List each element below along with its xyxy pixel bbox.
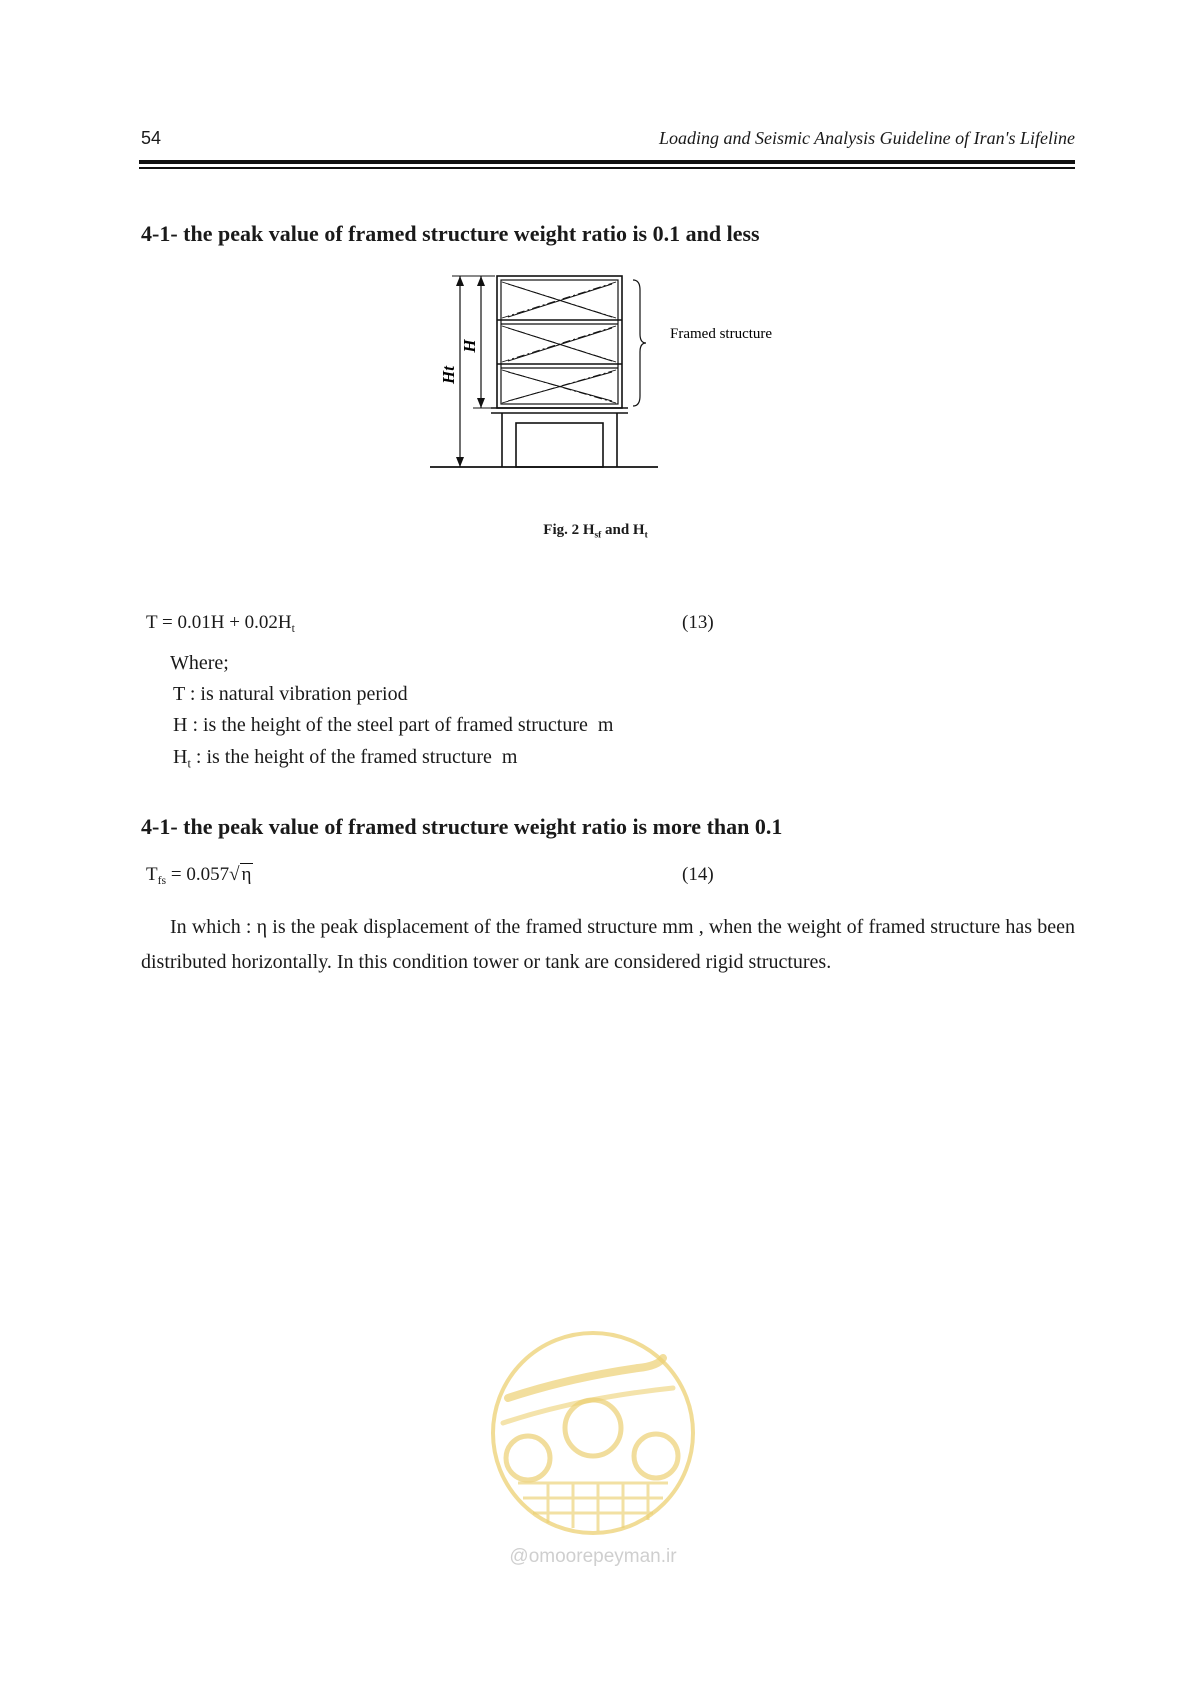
equation-13-number: (13) (682, 612, 714, 633)
framed-structure-annotation: Framed structure (670, 326, 773, 342)
dimension-label-h: H (460, 339, 479, 353)
header-rule-thin (139, 167, 1075, 169)
dimension-label-ht: Ht (439, 366, 458, 384)
equation-13: $T = 0.01H + 0.02H_t$ (146, 612, 295, 636)
watermark-text: @omoorepeyman.ir (509, 1546, 677, 1567)
where-definition-h: H : is the height of the steel part of framed structure m (173, 714, 614, 736)
section-heading-2: 4-1- the peak value of framed structure weight ratio is more than 0.1 (141, 814, 783, 839)
body-paragraph: In which : η is the peak displacement of the framed structure mm , when the weight of framed structure has been distributed horizontally. In this condition tower or tank are considered rigid structures. (141, 916, 1075, 973)
watermark-seal-icon (488, 1328, 698, 1568)
equation-14-number: (14) (682, 864, 714, 885)
equation-14: $T_{fs} = 0.057√$ η (146, 864, 252, 888)
header-rule-thick (139, 160, 1075, 164)
page-number: 54 (141, 128, 162, 148)
where-intro: Where; (170, 652, 229, 674)
where-definition-ht: $H_t$ : is the height of the framed structure m (173, 746, 518, 771)
figure-caption: Fig. 2 $H_{sf}$ and $H_t$ (543, 522, 648, 541)
frame-outline (497, 276, 622, 408)
where-definition-t: T : is natural vibration period (173, 683, 408, 705)
framed-structure-figure (430, 270, 800, 490)
section-heading-1: 4-1- the peak value of framed structure weight ratio is 0.1 and less (141, 221, 760, 246)
running-title: Loading and Seismic Analysis Guideline of Iran's Lifeline (659, 128, 1075, 148)
watermark-logo (488, 1328, 698, 1573)
